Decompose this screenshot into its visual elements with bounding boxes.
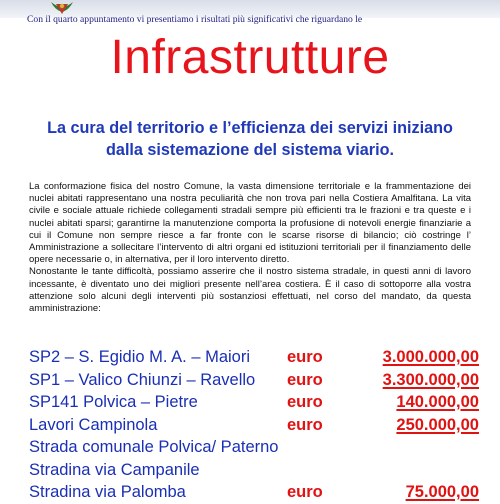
intervention-amount: 3.300.000,00 <box>382 370 479 389</box>
intervention-label: SP141 Polvica – Pietre <box>29 393 198 411</box>
intervention-label: Stradina via Palomba <box>29 483 186 501</box>
list-item <box>29 436 479 459</box>
intervention-amount: 140.000,00 <box>396 393 479 411</box>
body-paragraph-1: La conformazione fisica del nostro Comune, la vasta dimensione territoriale e la frammentazione dei nuclei abitati rappresentano una nostra peculiarità che non trova pari nella Costiera Amalfitana. La vita civile e sociale attuale richiede collegamenti stradali sempre più efficienti tra le frazioni e tra queste e i nuclei abitati sparsi; garantirne la manutenzione comporta la profusione di notevoli energie finanziarie a cui il Comune non sempre riesce a far fronte con le scarse risorse di bilancio; ciò costringe l’ Amministrazione a sollecitare l’intervento di altri organi ed istituzioni territoriali per il finanziamento delle opere necessarie o, in alternativa, per il loro intervento diretto. <box>29 181 471 266</box>
intervention-currency: euro <box>287 483 323 501</box>
intervention-currency: euro <box>287 415 323 434</box>
intervention-label: Lavori Campinola <box>29 415 158 434</box>
body-text <box>29 181 471 315</box>
body-paragraph-2: Nonostante le tante difficoltà, possiamo asserire che il nostro sistema stradale, in questi anni di lavoro incessante, è diventato uno dei migliori presente nell’area costiera. È il caso di sottoporre alla vostra attenzione solo alcuni degli interventi più sostanziosi effettuati, nel corso del mandato, da questa amministrazione: <box>29 266 471 315</box>
list-item <box>29 346 479 369</box>
intervention-label: Stradina via Campanile <box>29 460 200 479</box>
intervention-amount: 3.000.000,00 <box>382 348 479 366</box>
list-item <box>29 369 479 392</box>
list-item <box>29 391 479 414</box>
intervention-label: SP1 – Valico Chiunzi – Ravello <box>29 370 256 389</box>
interventions-list <box>29 346 479 504</box>
list-item <box>29 459 479 482</box>
page-subtitle: La cura del territorio e l’efficienza dei servizi iniziano dalla sistemazione del sistema viario. <box>47 119 453 159</box>
intervention-currency: euro <box>287 370 323 389</box>
list-item <box>29 481 479 504</box>
intervention-label: SP2 – S. Egidio M. A. – Maiori <box>29 348 251 366</box>
intro-text: Con il quarto appuntamento vi presentiamo i risultati più significativi che riguardano le <box>27 14 363 25</box>
intervention-currency: euro <box>287 348 323 366</box>
intervention-currency: euro <box>287 393 323 411</box>
intervention-label: Strada comunale Polvica/ Paterno <box>29 438 279 456</box>
intervention-amount: 250.000,00 <box>396 415 479 434</box>
intervention-amount: 75.000,00 <box>405 483 479 501</box>
list-item <box>29 414 479 437</box>
page-title: Infrastrutture <box>110 31 390 84</box>
